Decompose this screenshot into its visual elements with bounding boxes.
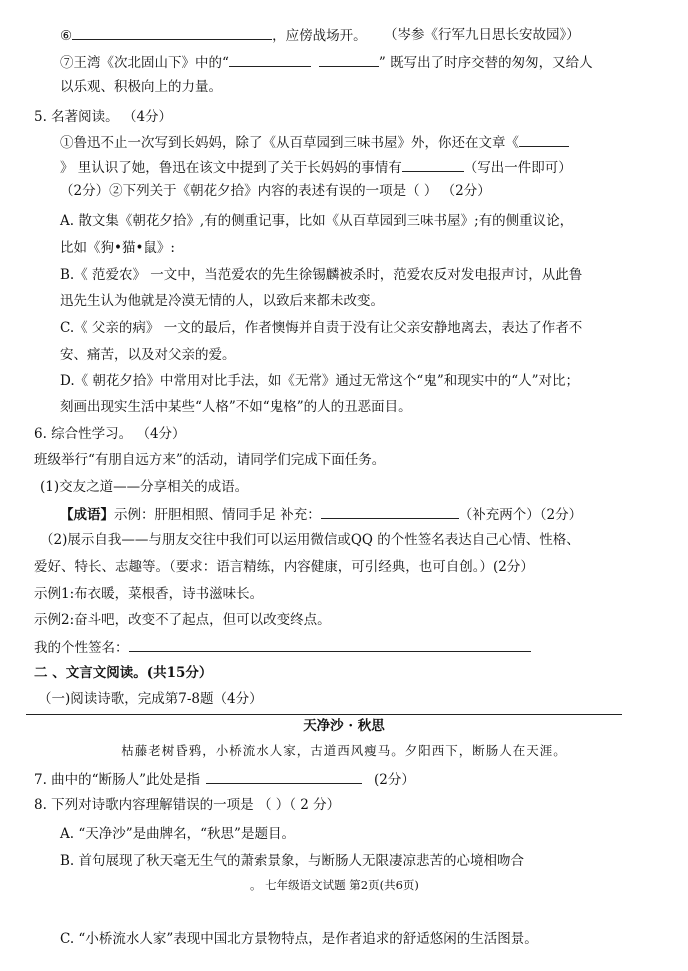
divider xyxy=(26,714,622,715)
q6-signature: 我的个性签名： xyxy=(34,638,531,657)
q4-item6-source: （岑参《行军九日思长安故园》） xyxy=(384,27,580,43)
answer-blank[interactable] xyxy=(72,26,272,40)
answer-blank[interactable] xyxy=(319,53,379,67)
q7: 7. 曲中的“断肠人”此处是指 (2分） xyxy=(34,772,415,788)
q6-task2-1: （2)展示自我——与朋友交往中我们可以运用微信或QQ 的个性签名表达自己心情、性格、 xyxy=(40,532,580,548)
q4-item7: ⑦王湾《次北固山下》中的“ ” 既写出了时序交替的匆匆，又给人 xyxy=(60,55,593,71)
q5-line2: 》 里认识了她，鲁迅在该文中提到了关于长妈妈的事情有 （写出一件即可） xyxy=(60,160,572,176)
q5-option-c-1: C.《 父亲的病》 一文的最后，作者懊悔并自责于没有让父亲安静地离去，表达了作者不 xyxy=(60,320,583,336)
answer-blank[interactable] xyxy=(402,158,464,172)
q6-intro: 班级举行“有朋自远方来”的活动，请同学们完成下面任务。 xyxy=(34,452,386,468)
q4-item6: ⑥ ，应傍战场开。 xyxy=(60,28,367,44)
q5-option-d-1: D.《 朝花夕拾》中常用对比手法，如《无常》通过无常这个“鬼”和现实中的“人”对比； xyxy=(60,373,580,389)
page-footer: 。 七年级语文试题 第2页(共6页) xyxy=(250,878,419,892)
q8: 8. 下列对诗歌内容理解错误的一项是 （ ）（ 2 分） xyxy=(34,797,341,813)
answer-blank[interactable] xyxy=(519,133,569,147)
q8-option-a: A. “天净沙”是曲牌名，“秋思”是题目。 xyxy=(60,826,295,842)
q6-example1: 示例1:布衣暖，菜根香，诗书滋味长。 xyxy=(34,586,264,602)
answer-blank[interactable] xyxy=(321,505,459,519)
q5-title: 5. 名著阅读。 （4分） xyxy=(34,109,173,125)
q6-title: 6. 综合性学习。 （4分） xyxy=(34,426,186,442)
section2-title: 二 、文言文阅读。(共15分） xyxy=(34,665,213,681)
q8-option-c: C. “小桥流水人家”表现中国北方景物特点，是作者追求的舒适悠闲的生活图景。 xyxy=(60,931,538,947)
q5-line3: （2分）②下列关于《朝花夕拾》内容的表述有误的一项是（ ） （2分） xyxy=(60,183,491,199)
q8-option-b: B. 首句展现了秋天毫无生气的萧索景象，与断肠人无限凄凉悲苦的心境相吻合 xyxy=(60,853,525,869)
q6-task1: (1)交友之道——分享相关的成语。 xyxy=(40,479,249,495)
q5-option-d-2: 刻画出现实生活中某些“人格”不如“鬼格”的人的丑恶面目。 xyxy=(60,399,412,415)
poem-title: 天净沙 · 秋思 xyxy=(303,718,385,734)
q5-option-c-2: 安、痛苦，以及对父亲的爱。 xyxy=(60,347,236,363)
q5-option-b-1: B.《 范爱农》 一文中，当范爱农的先生徐锡麟被杀时，范爱农反对发电报声讨，从此鲁 xyxy=(60,267,583,283)
signature-blank[interactable] xyxy=(129,638,531,652)
q5-option-a-2: 比如《狗•猫•鼠》: xyxy=(60,240,175,256)
answer-blank[interactable] xyxy=(229,53,311,67)
q6-task2-2: 爱好、特长、志趣等。（要求：语言精练，内容健康，可引经典，也可自创。）(2分） xyxy=(34,559,534,575)
q5-line1: ①鲁迅不止一次写到长妈妈，除了《从百草园到三味书屋》外，你还在文章《 xyxy=(60,133,569,152)
poem-body: 枯藤老树昏鸦，小桥流水人家，古道西风瘦马。夕阳西下，断肠人在天涯。 xyxy=(121,743,567,758)
q5-option-b-2: 迅先生认为他就是冷漠无情的人，以致后来都未改变。 xyxy=(60,293,384,309)
q6-example2: 示例2:奋斗吧，改变不了起点，但可以改变终点。 xyxy=(34,612,331,628)
section2-sub1: （一)阅读诗歌，完成第7-8题（4分） xyxy=(38,691,263,707)
q4-item7-line2: 以乐观、积极向上的力量。 xyxy=(60,79,222,95)
q5-option-a-1: A. 散文集《朝花夕拾》,有的侧重记事，比如《从百草园到三味书屋》;有的侧重议论， xyxy=(60,213,574,229)
q6-idiom: 【成语】示例：肝胆相照、情同手足 补充： （补充两个）（2分） xyxy=(60,507,583,523)
answer-blank[interactable] xyxy=(206,770,362,784)
